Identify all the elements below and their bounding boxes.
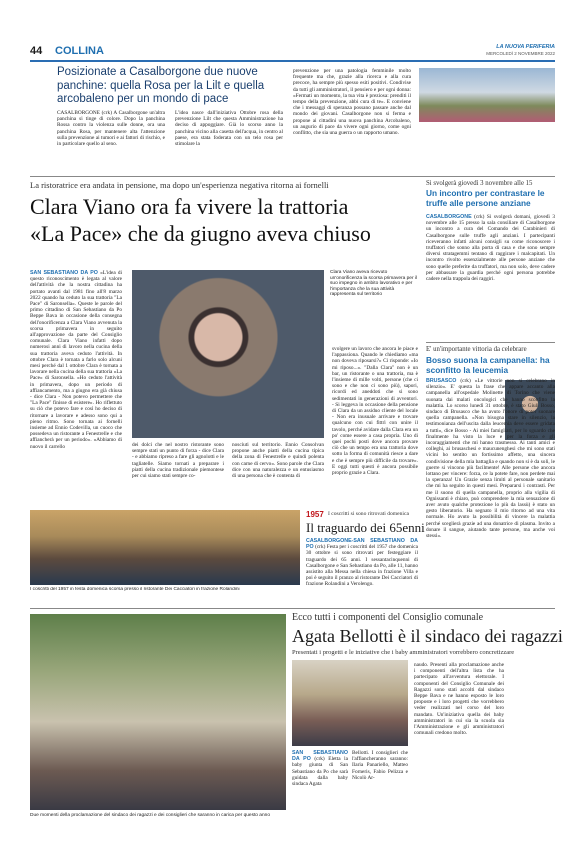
dateline: SAN SEBASTIANO DA PO [292,750,348,763]
sidebar-kicker: Si svolgerà giovedì 3 novembre alle 15 [426,180,533,187]
sidebar-kicker: E' un'importante vittoria da celebrare [426,346,527,353]
article-col-2: Bellotti. I consiglieri che l'affiancheranno saranno: Ilaria Panariello, Matteo Forneris, Fabio Pelizza e Nicolò Ar- [352,750,408,781]
kicker-year: 1957 [306,510,324,519]
article-kicker: I coscritti si sono ritrovati domenica [328,511,409,517]
ragazzi-photo-1 [30,614,286,810]
dateline: CASALBORGONE-SAN SEBASTIANO DA PO [306,538,418,551]
article-title-line-1: Clara Viano ora fa vivere la trattoria [30,194,349,219]
article-panchine [57,66,555,178]
dateline: BRUSASCO [426,378,457,384]
issue-date: MERCOLEDÌ 2 NOVEMBRE 2022 [486,51,555,56]
masthead: LA NUOVA PERIFERIA [496,44,555,50]
photo-caption: I coscritti del 1957 in festa domenica scorsa presso il ristorante Dei Cacciatori in frazione Rolandini [30,587,240,592]
article-sindaco-ragazzi [30,612,563,832]
sidebar-bosso [426,346,555,584]
clara-viano-photo [132,270,324,438]
article-col-3: naudo. Presenti alla proclamazione anche i componenti dell'altra lista che ha partecipato all'avventura elettorale. I componenti del Consiglio Comunale dei Ragazzi sono stati accolti dal sindaco Beppe Bava e ne hanno esposto le loro proposte e i loro progetti che vorrebbero veder realizzati nel corso del loro mandato. Un'iniziativa quella dei baby amministratori in cui sia la scuola sia l'Amministrazione e gli amministratori comunali credono molto. [414,662,504,737]
section-name: COLLINA [55,45,104,57]
divider [426,342,555,343]
article-col-1: CASALBORGONE (crk) A Casalborgone un'altra panchina si tinge di colore. Dopo la panchina Rossa contro la violenza sulle donne, ora una panchina Rosa, per mantenere alta l'attenzione sulla prevenzione ai tumori e ai fattori di rischio, e in particolare quello al seno. [57,110,165,148]
sidebar-body [426,378,555,584]
photo-caption: Due momenti della proclamazione del sindaco dei ragazzi e dei consiglieri che saranno in carica per questo anno [30,813,270,818]
divider [30,608,555,609]
article-subtitle: Presentati i progetti e le iniziative che i baby amministratori vorrebbero concretizzare [292,649,515,656]
dateline: CASALBORGONE [426,214,472,220]
article-body-text: (crk) Festa per i coscritti del 1957 che domenica 30 ottobre si sono ritrovati per festeggiare il traguardo dei 65 anni. I sessantacinquenni di Casalborgone e San Sebastiano da Po, alle 11, hanno assistito alla Messa nella chiesa in frazione Villa e poi è seguito il pranzo al ristorante Dei Cacciatori di frazione Rolandini a Verolengo. [306,544,418,588]
panchine-photo [419,68,555,122]
divider [30,176,555,177]
sidebar-body-text: (crk) «Le vittorie non si celebrano in silenzio». E' questa la frase che appare accanto alla campanella all'ospedale Molinette di Torino che viene suonata dai malati oncologici che hanno sconfitto la malattia. Lo scorso lunedì 31 ottobre, è stato Giuli Bosso, sindaco di Brusasco che ha avuto l'onore di poter suonare quella campanella. «Non bisogna stare in silenzio, la testimonianza dell'uscita dalla leucemia deve essere gridata a tutti», dice Bosso - Ai miei famigliari, per lo sguardo che finalmente ha visto la luce e per la forza e gli incoraggiamenti che mi hanno trasmesso. Ai tanti amici e colleghi, ai brusaschesi e maucunenghesi che mi sono stati vicini ho sentito un fortissimo affetto, una sincera condivisione della mia battaglia e quando non si è da soli, le guerre si vincono più facilmente! Alle persone che ancora lottano per vincere: forza, ce la potete fare, non perdete mai la speranza! Un Grazie senza limiti al personale sanitario che mi ha seguito in questi mesi. Prepararsi i contrasti. Per me il suono di quella campanella, proprio alla vigilia di Ognissanti è chiaro, può comprendere la mia sensazione di aver avuto qualche protezione lo più da lassù) è stato un gesto liberatorio. Ha segnato il mio ritorno ad una vita normale. Ho avuto la possibilità di vincere la malattia perché sceglierà grazie ad una donatrice di plasma. Invito a donare il sangue, aiutando tante persone, ma anche voi stessi». [426,378,555,540]
sidebar-truffe [426,180,555,340]
article-title: Posizionate a Casalborgone due nuove panchine: quella Rosa per la Lilt e quella arcobaleno per un mondo di pace [57,66,265,105]
article-title: Agata Bellotti è il sindaco dei ragazzi [292,626,563,646]
sidebar-body [426,214,555,340]
sidebar-title: Bosso suona la campanella: ha sconfitto la leucemia [426,355,550,375]
article-kicker: Ecco tutti i componenti del Consiglio comunale [292,612,484,623]
article-col-4: svolgere un lavoro che ancora le piace e l'appassiona. Quando le chiediamo «ma non doveva riposarsi?» Ci risponde: «Io mi riposo...». "Dalla Clara" non è un bar, un ristorante o una trattoria, ma è l'insieme di mille volti, persone (che ci sono e che non ci sono più), sapori, ricordi ed aneddoti che si sono sedimentati in generazioni di avventori. - Si leggeva in occasione della pensione di Clara da un assiduo cliente del locale - Non era inusuale arrivare e trovare qualcuno con cui fittrì con unire il tavolo, perché avidare dalla Clara era un po' come essere a casa propria. Uno di quei pochi posti dove ancora provare ciò che un tempo era una trattoria dove sotto la forma di comunità riesce a dare e che è sempre più difficile da trovare». E oggi tutti questi è ancora possibile proprio grazie a Clara. [332,346,418,477]
page-number: 44 [30,45,43,57]
article-title: Il traguardo dei 65enni [306,520,425,535]
ragazzi-photo-2 [292,660,408,746]
page-header [30,44,555,60]
sidebar-title: Un incontro per contrastare le truffe alle persone anziane [426,188,545,208]
article-col-2: dei dolci che nel nostro ristorante sono sempre stati un punto di forza - dice Clara - e abbiamo ripreso a fare gli agnolotti e le tagliatelle. Siamo tornati a preparare i piatti della cucina tradizionale piemontese per cui siamo stati sempre co- [132,442,224,480]
article-col-2: L'idea nasce dall'iniziativa Ottobre rosa della prevenzione Lilt che questa Amministrazione ha deciso di appoggiare. Già lo scorso anno la panchina vicino alla casetta dell'acqua, in centro al paese, era stata foderata con un telo rosa per stimolare la [175,110,283,148]
article-col-1-text: «L'idea di questo riconoscimento è legata al valore dell'attività che la nostra cittadina ha portato avanti dal 1981 fino all'8 marzo 2022 quando ha ceduto la sua trattoria "La Pace" di Saronsella». Queste le parole del primo cittadino di San Sebastiano da Po Beppe Bava in occasione della consegna dell'onorificenza a Clara Viano avvenuta la scorsa primavera in seguito all'approvazione da parte del Consiglio comunale. Clara Viano infatti dopo numerosi anni di lavoro nella cucina della sua trattoria aveva ceduto l'attività. In ottobre Clara è tornata a farlo solo alcuni mesi perché dal 1 ottobre Clara è tornata a lavorare nella cucina della sua trattoria «La Pace» di Saronsella. «Ho ceduto l'attività in primavera, dopo un periodo di affiancamento, ma a giugno era già chiusa - dice Clara - Non potevo permettere che "La Pace" finisse di esistere». Ho riflettuto su ciò che potevo fare e così ho deciso di ritornare a lavorare e adesso sono qui a pieno ritmo. Sono tornata ai fornelli insieme ad Ennio Codevilla, un cuoco che possedeva un ristorante a Fenestrelle e che affiancherà per un periodo». «Abbiamo di nuovo il carrello [30,270,122,450]
dateline: SAN SEBASTIANO DA PO [30,270,98,276]
article-col-3: nosciuti sul territorio. Ennio Consolvan propone anche piatti della cucina tipica della zona di Fenestrelle e quindi polenta con carne di cervo». Sono parole che Clara dice con una naturalezza e un entusiasmo di una persona che è contenta di [232,442,324,480]
article-col-1 [292,750,348,812]
coscritti-photo [30,510,300,585]
article-col-3: prevenzione per una patologia femminile molto frequente ma che, grazie alla ricerca e alla cura precoce, ha sempre più spesso esiti positivi. Condivise da tutti gli amministratori, il pensiero e per ogni donna: «Fermati un momento, la tua vita è preziosa: prenditi il tempo della prevenzione, abbi cura di te». E conviene che i messaggi di speranza possano passare anche dal mondo dei giovani. Casalborgone non si ferma e propone ai cittadini una nuova panchina Arcobaleno, un augurio di pace da vivere ogni giorno, come ogni conflitto, che sia una guerra o un rapporto umano. [293,68,411,137]
article-body [306,538,418,608]
header-rule [30,60,555,62]
article-kicker: La ristoratrice era andata in pensione, ma dopo un'esperienza negativa ritorna ai fornelli [30,180,329,190]
article-col-1-text: (crk) Eletta la baby giunta di San Sebastiano da Po che sarà guidata dalla baby sindaca Agata [292,756,348,788]
photo-caption: Clara Viano aveva ricevuto un'onorificenza la scorsa primavera per il suo impegno in ambito lavorativo e per l'importanza che la sua attività rappresenta sul territorio [330,270,418,298]
article-65enni [306,510,425,600]
sidebar-body-text: (crk) Si svolgerà domani, giovedì 3 novembre alle 15 presso la sala consiliare di Casalborgone un incontro a cura del Comando dei Carabinieri di Casalborgone sulle truffe agli anziani. I partecipanti riceveranno infatti alcuni consigli su come riconoscere i truffatori che sonno alla porta di casa e che sono sempre diversi stratagemmi tentano di raggirare i malcapitati. Un incontro rivolto essenzialmente alle persone anziane che sono quelle preferite da truffatori, ma non solo, deve cadere per abbassare la guardia perché ogni persona potrebbe cadere nella trappola dei raggiri. [426,214,555,283]
article-title-line-2: «La Pace» che da giugno aveva chiuso [30,221,371,246]
